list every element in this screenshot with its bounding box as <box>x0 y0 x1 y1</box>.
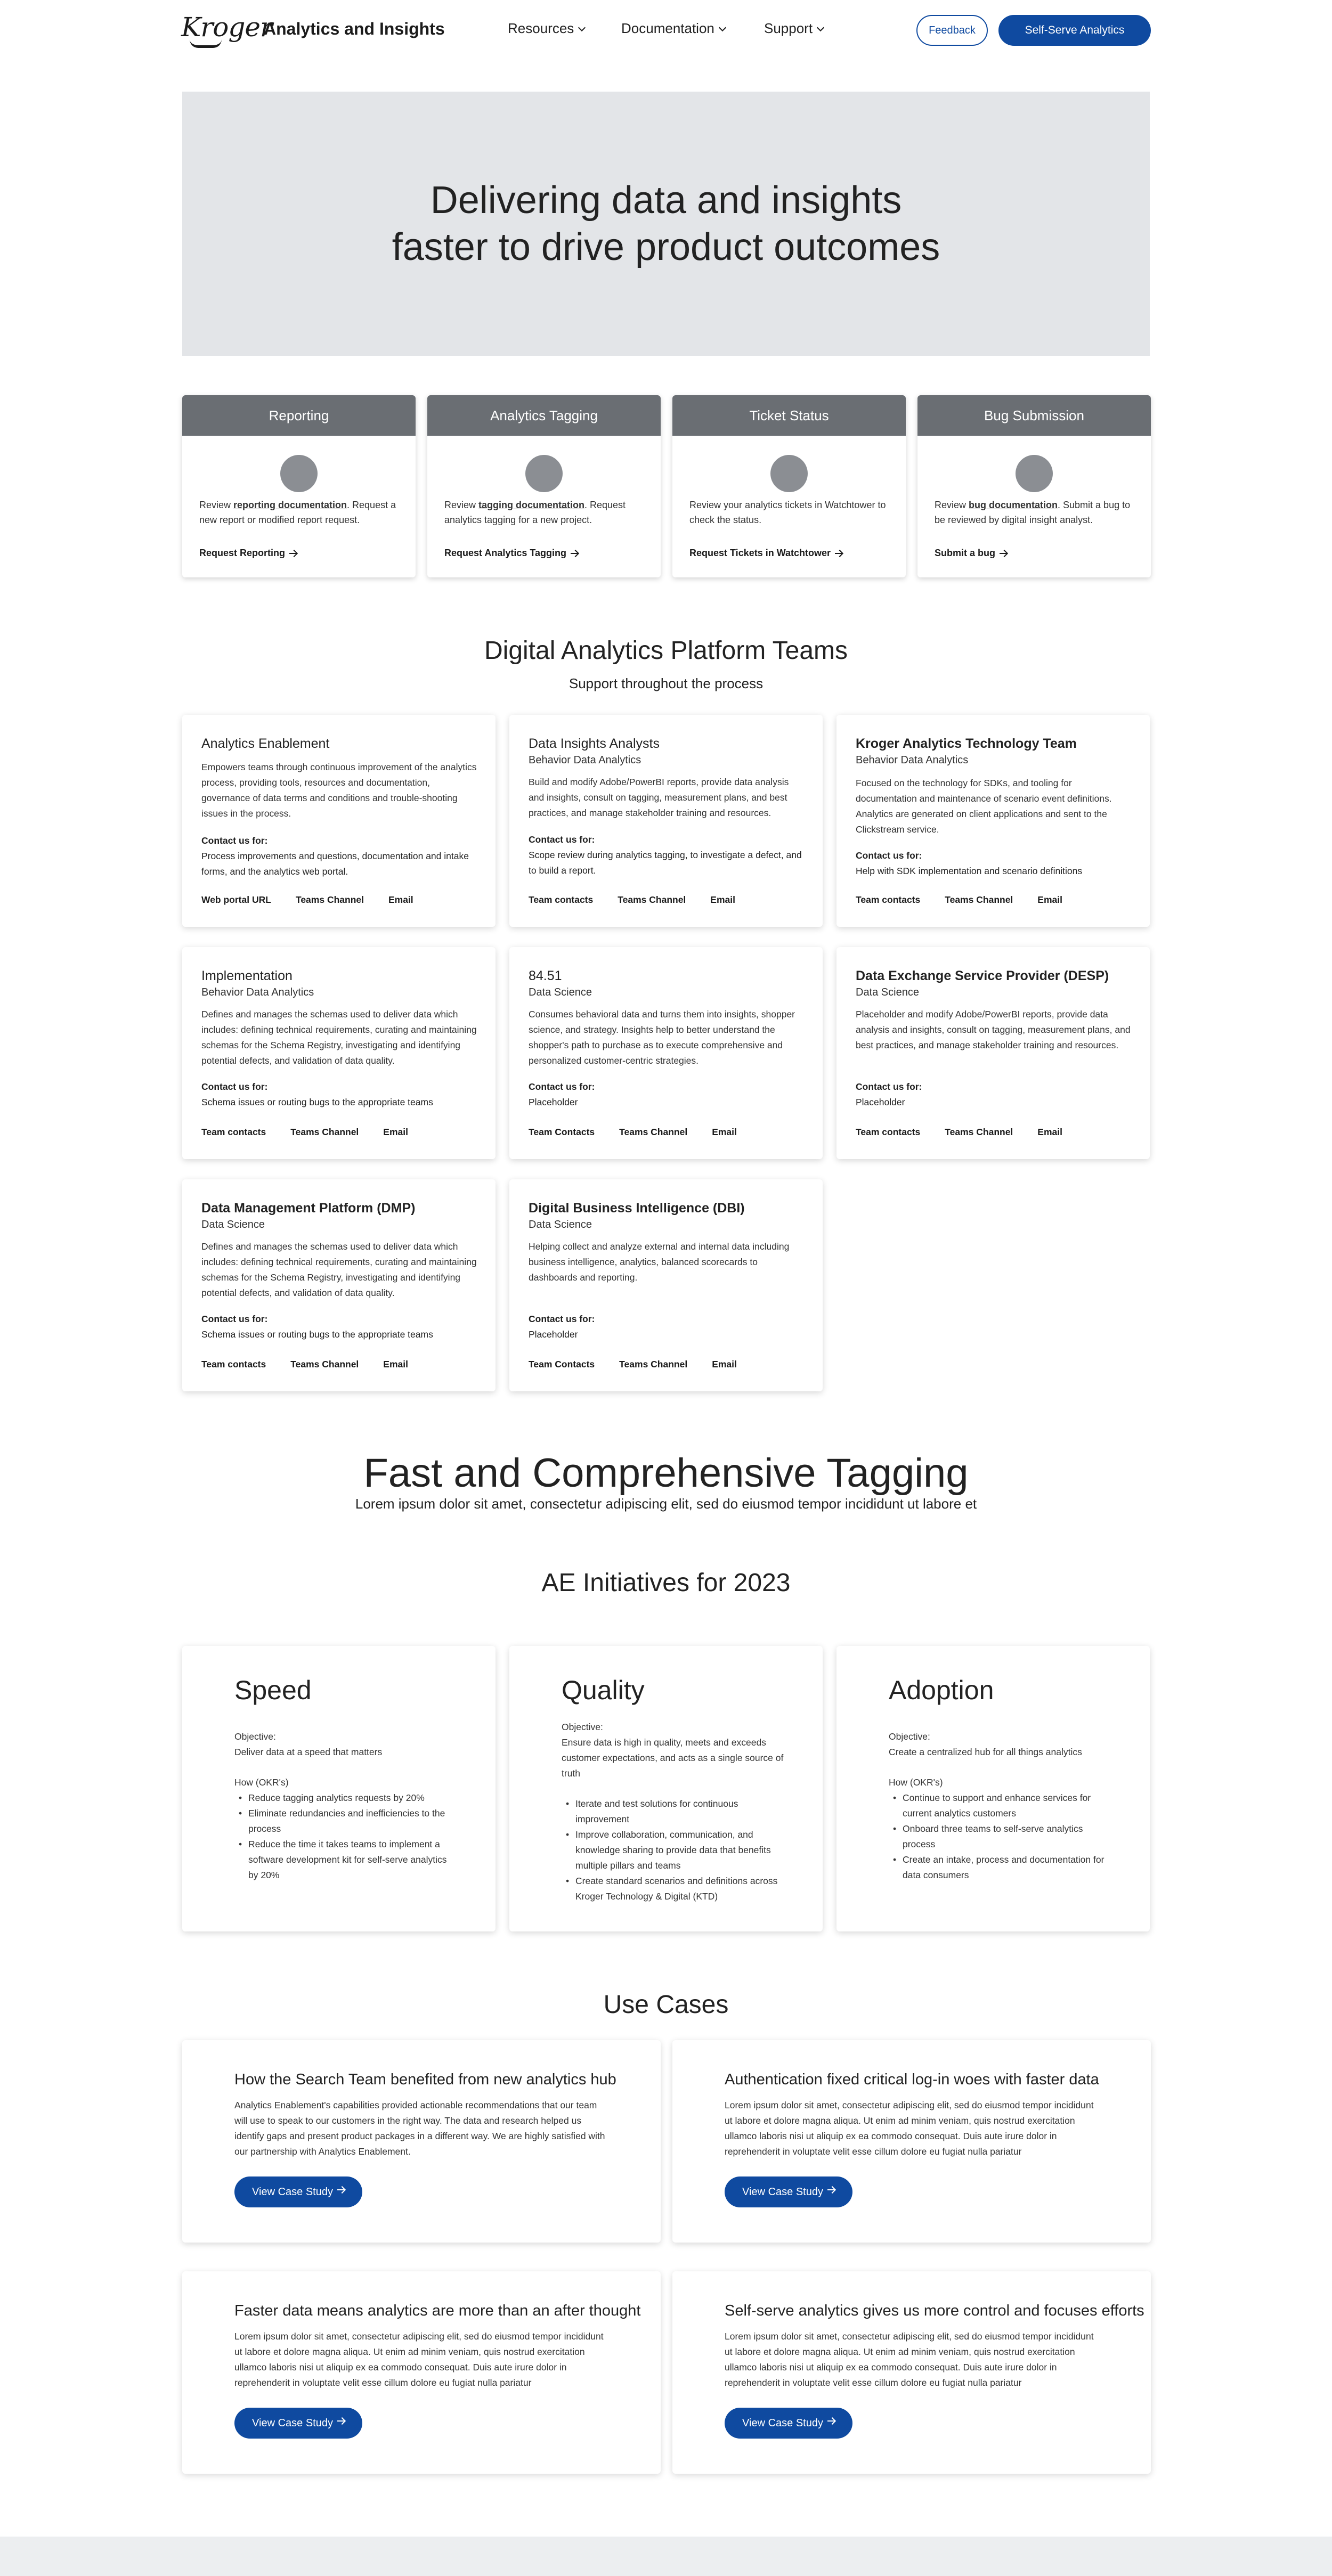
team-subtitle: Behavior Data Analytics <box>856 754 969 766</box>
team-contact: Contact us for: Schema issues or routing bugs to the appropriate teams <box>201 1081 433 1107</box>
team-links <box>529 1127 761 1138</box>
team-subtitle: Data Science <box>201 1219 265 1230</box>
initiative-body: Objective: Deliver data at a speed that matters How (OKR's) • Reduce tagging analytics requests by 20% • Eliminate redundancies and inefficiencies to the process • Reduce the time it takes teams to implement a software development kit for self-serve analytics by 20% <box>234 1729 458 1883</box>
team-title: Data Management Platform (DMP) <box>201 1201 416 1216</box>
use-case-card <box>672 2040 1151 2243</box>
use-case-card <box>182 2271 661 2474</box>
team-contact: Contact us for: Scope review during analytics tagging, to investigate a defect, and to build a report. <box>529 834 802 876</box>
bug-documentation-link[interactable]: bug documentation <box>969 500 1058 510</box>
card-header: Reporting <box>182 395 416 436</box>
nav-resources[interactable] <box>508 20 584 37</box>
email-link[interactable]: Email <box>383 1359 408 1369</box>
card-header: Analytics Tagging <box>427 395 661 436</box>
web-portal-link[interactable]: Web portal URL <box>201 894 271 905</box>
team-subtitle: Behavior Data Analytics <box>201 987 314 998</box>
team-links <box>529 1359 761 1370</box>
team-description: Helping collect and analyze external and internal data including business intelligence, analytics, balanced scorecards to dashboards and reporting. <box>529 1241 790 1283</box>
list-item: • Create standard scenarios and definitions across Kroger Technology & Digital (KTD) <box>562 1873 785 1904</box>
tagging-title: Fast and Comprehensive Tagging <box>363 1450 969 1496</box>
ticket-status-card <box>672 395 906 577</box>
team-description: Build and modify Adobe/PowerBI reports, provide data analysis and insights, consult on tagging, measurement plans, and best practices, and manage stakeholder training and resources. <box>529 777 789 818</box>
team-subtitle: Behavior Data Analytics <box>529 754 641 766</box>
email-link[interactable]: Email <box>712 1359 737 1369</box>
request-tickets-link[interactable]: Request Tickets in Watchtower <box>689 548 842 559</box>
team-contacts-link[interactable]: Team contacts <box>529 894 594 905</box>
hero-line-2: faster to drive product outcomes <box>392 226 940 268</box>
team-card-desp <box>836 947 1150 1159</box>
list-item: • Reduce the time it takes teams to implement a software development kit for self-serve analytics by 20% <box>234 1837 458 1883</box>
card-icon <box>525 455 563 492</box>
use-case-body: Lorem ipsum dolor sit amet, consectetur adipiscing elit, sed do eiusmod tempor incididunt ut labore et dolore magna aliqua. Ut enim ad minim veniam, quis nostrud exercitation ullamco laboris nisi ut aliquip ex ea commodo consequat. Duis aute irure dolor in reprehenderit in voluptate velit esse cillum dolore eu fugiat nulla pariatur <box>234 2331 604 2388</box>
teams-channel-link[interactable]: Teams Channel <box>619 1359 688 1369</box>
team-links <box>201 1127 433 1138</box>
card-icon <box>280 455 318 492</box>
use-case-title: Authentication fixed critical log-in woes with faster data <box>725 2071 1099 2088</box>
team-contact: Contact us for: Placeholder <box>529 1081 595 1107</box>
email-link[interactable]: Email <box>383 1127 408 1137</box>
team-card-implementation <box>182 947 496 1159</box>
list-item: • Eliminate redundancies and inefficiencies to the process <box>234 1806 458 1837</box>
hero-line-1: Delivering data and insights <box>430 179 902 222</box>
email-link[interactable]: Email <box>1037 894 1062 905</box>
use-case-title: Self-serve analytics gives us more control and focuses efforts <box>725 2302 1144 2319</box>
card-icon <box>770 455 808 492</box>
site-title: Analytics and Insights <box>264 19 445 38</box>
logo-text: Kroger <box>181 12 272 43</box>
initiative-card-quality <box>509 1646 823 1931</box>
arrow-right-icon <box>1000 553 1007 554</box>
kroger-logo[interactable] <box>181 12 272 43</box>
submit-bug-link[interactable]: Submit a bug <box>935 548 1007 559</box>
team-description: Defines and manages the schemas used to deliver data which includes: defining technical requirements, curating and maintaining schemas for the Schema Registry, investigating and identifying potential defects, and validation of data quality. <box>201 1009 477 1066</box>
self-serve-analytics-button[interactable]: Self-Serve Analytics <box>998 15 1151 46</box>
hero-banner <box>182 92 1150 356</box>
teams-channel-link[interactable]: Teams Channel <box>618 894 686 905</box>
initiative-title: Quality <box>562 1675 645 1705</box>
chevron-down-icon <box>578 24 586 31</box>
arrow-right-icon <box>337 2420 345 2422</box>
card-description: Review your analytics tickets in Watchtower to check the status. <box>689 500 886 525</box>
list-item: • Onboard three teams to self-serve analytics process <box>889 1821 1112 1852</box>
okr-list <box>889 1790 1112 1883</box>
list-item: • Create an intake, process and documentation for data consumers <box>889 1852 1112 1883</box>
nav-support[interactable] <box>764 20 823 37</box>
site-header <box>0 0 1332 61</box>
list-item: • Continue to support and enhance services for current analytics customers <box>889 1790 1112 1821</box>
view-case-study-button[interactable]: View Case Study <box>725 2176 852 2207</box>
footer <box>0 2537 1332 2576</box>
teams-section-title: Digital Analytics Platform Teams <box>484 637 848 665</box>
use-case-title: How the Search Team benefited from new analytics hub <box>234 2071 616 2088</box>
analytics-tagging-card <box>427 395 661 577</box>
email-link[interactable]: Email <box>712 1127 737 1137</box>
team-card-analytics-enablement <box>182 715 496 927</box>
tagging-documentation-link[interactable]: tagging documentation <box>478 500 585 510</box>
use-case-title: Faster data means analytics are more than an after thought <box>234 2302 641 2319</box>
use-case-body: Analytics Enablement's capabilities provided actionable recommendations that our team will use to speak to our customers in the right way. The data and research helped us identify gaps and present product packages in a different way. We are highly satisfied with our partnership with Analytics Enablement. <box>234 2100 605 2157</box>
email-link[interactable]: Email <box>388 894 413 905</box>
hero-heading <box>392 177 940 271</box>
team-title: Kroger Analytics Technology Team <box>856 736 1077 751</box>
team-contact: Contact us for: Process improvements and questions, documentation and intake forms, and the analytics web portal. <box>201 835 469 877</box>
card-header: Ticket Status <box>672 395 906 436</box>
arrow-right-icon <box>827 2420 835 2422</box>
team-title: Digital Business Intelligence (DBI) <box>529 1201 745 1216</box>
feedback-button[interactable]: Feedback <box>916 15 988 46</box>
reporting-card <box>182 395 416 577</box>
team-contacts-link[interactable]: Team contacts <box>201 1127 266 1137</box>
list-item: • Iterate and test solutions for continuous improvement <box>562 1796 785 1827</box>
team-title: Implementation <box>201 968 293 983</box>
use-case-card <box>182 2040 661 2243</box>
team-contacts-link[interactable]: Team Contacts <box>529 1127 595 1137</box>
arrow-right-icon <box>289 553 297 554</box>
teams-channel-link[interactable]: Teams Channel <box>945 894 1013 905</box>
team-contact: Contact us for: Schema issues or routing bugs to the appropriate teams <box>201 1314 433 1340</box>
team-links <box>856 1127 1087 1138</box>
team-title: Data Exchange Service Provider (DESP) <box>856 968 1109 983</box>
initiative-card-speed <box>182 1646 496 1931</box>
card-description: Review reporting documentation. Request a new report or modified report request. <box>199 500 396 525</box>
initiative-title: Speed <box>234 1675 312 1705</box>
team-title: Data Insights Analysts <box>529 736 660 751</box>
initiative-body: Objective: Ensure data is high in quality, meets and exceeds customer expectations, and acts as a single source of truth • Iterate and test solutions for continuous improvement • Improve collaboration, communication, and knowledge sharing to provide data that benefits multiple pillars and teams • Create standard scenarios and definitions across Kroger Technology & Digital (KTD) <box>562 1719 785 1904</box>
team-subtitle: Data Science <box>856 987 919 998</box>
team-card-kroger-analytics-technology <box>836 715 1150 927</box>
email-link[interactable]: Email <box>1037 1127 1062 1137</box>
team-contact: Contact us for: Placeholder <box>856 1081 922 1107</box>
email-link[interactable]: Email <box>710 894 735 905</box>
team-description: Consumes behavioral data and turns them into insights, shopper science, and strategy. Insights help to better understand the shopper's path to purchase as to execute comprehensive and personalized customer-centric strategies. <box>529 1009 795 1066</box>
teams-channel-link[interactable]: Teams Channel <box>295 894 364 905</box>
chevron-down-icon <box>719 24 726 31</box>
teams-channel-link[interactable]: Teams Channel <box>945 1127 1013 1137</box>
view-case-study-button[interactable]: View Case Study <box>234 2408 362 2439</box>
team-contact: Contact us for: Placeholder <box>529 1314 595 1340</box>
arrow-right-icon <box>571 553 578 554</box>
team-title: 84.51 <box>529 968 562 983</box>
use-cases-title: Use Cases <box>603 1991 729 2019</box>
initiative-card-adoption <box>836 1646 1150 1931</box>
initiative-title: Adoption <box>889 1675 994 1705</box>
team-contacts-link[interactable]: Team contacts <box>201 1359 266 1369</box>
team-contacts-link[interactable]: Team contacts <box>856 1127 921 1137</box>
team-title: Analytics Enablement <box>201 736 330 751</box>
use-case-body: Lorem ipsum dolor sit amet, consectetur adipiscing elit, sed do eiusmod tempor incididunt ut labore et dolore magna aliqua. Ut enim ad minim veniam, quis nostrud exercitation ullamco laboris nisi ut aliquip ex ea commodo consequat. Duis aute irure dolor in reprehenderit in voluptate velit esse cillum dolore eu fugiat nulla pariatur <box>725 2331 1094 2388</box>
nav-label: Resources <box>508 20 574 36</box>
list-item: • Reduce tagging analytics requests by 20% <box>234 1790 458 1806</box>
list-item: • Improve collaboration, communication, and knowledge sharing to provide data that benefits multiple pillars and teams <box>562 1827 785 1873</box>
card-icon <box>1016 455 1053 492</box>
use-case-body: Lorem ipsum dolor sit amet, consectetur adipiscing elit, sed do eiusmod tempor incididunt ut labore et dolore magna aliqua. Ut enim ad minim veniam, quis nostrud exercitation ullamco laboris nisi ut aliquip ex ea commodo consequat. Duis aute irure dolor in reprehenderit in voluptate velit esse cillum dolore eu fugiat nulla pariatur <box>725 2100 1094 2157</box>
team-links <box>201 894 438 906</box>
chevron-down-icon <box>817 24 824 31</box>
card-description: Review tagging documentation. Request analytics tagging for a new project. <box>444 500 626 525</box>
team-contact: Contact us for: Help with SDK implementation and scenario definitions <box>856 850 1083 876</box>
teams-channel-link[interactable]: Teams Channel <box>290 1359 359 1369</box>
initiatives-title: AE Initiatives for 2023 <box>541 1569 791 1597</box>
reporting-documentation-link[interactable]: reporting documentation <box>233 500 347 510</box>
nav-label: Support <box>764 20 813 36</box>
view-case-study-button[interactable]: View Case Study <box>725 2408 852 2439</box>
teams-channel-link[interactable]: Teams Channel <box>619 1127 688 1137</box>
okr-list <box>234 1790 458 1883</box>
use-case-card <box>672 2271 1151 2474</box>
view-case-study-button[interactable]: View Case Study <box>234 2176 362 2207</box>
team-contacts-link[interactable]: Team Contacts <box>529 1359 595 1369</box>
team-links <box>856 894 1087 906</box>
nav-documentation[interactable] <box>621 20 725 37</box>
bug-submission-card <box>917 395 1151 577</box>
teams-section-subtitle: Support throughout the process <box>568 675 764 691</box>
team-links <box>529 894 760 906</box>
arrow-right-icon <box>337 2189 345 2190</box>
arrow-right-icon <box>835 553 842 554</box>
initiative-body: Objective: Create a centralized hub for all things analytics How (OKR's) • Continue to support and enhance services for current analytics customers • Onboard three teams to self-serve analytics process • Create an intake, process and documentation for data consumers <box>889 1729 1112 1883</box>
team-card-84-51 <box>509 947 823 1159</box>
request-analytics-tagging-link[interactable]: Request Analytics Tagging <box>444 548 578 559</box>
arrow-right-icon <box>827 2189 835 2190</box>
nav-label: Documentation <box>621 20 714 36</box>
team-subtitle: Data Science <box>529 1219 592 1230</box>
team-description: Placeholder and modify Adobe/PowerBI reports, provide data analysis and insights, consult on tagging, measurement plans, and best practices, and manage stakeholder training and resources. <box>856 1009 1131 1050</box>
request-reporting-link[interactable]: Request Reporting <box>199 548 297 559</box>
team-contacts-link[interactable]: Team contacts <box>856 894 921 905</box>
team-description: Defines and manages the schemas used to deliver data which includes: defining technical requirements, curating and maintaining schemas for the Schema Registry, investigating and identifying potential defects, and validation of data quality. <box>201 1241 477 1298</box>
team-card-data-insights-analysts <box>509 715 823 927</box>
teams-channel-link[interactable]: Teams Channel <box>290 1127 359 1137</box>
card-header: Bug Submission <box>917 395 1151 436</box>
tagging-subtitle: Lorem ipsum dolor sit amet, consectetur adipiscing elit, sed do eiusmod tempor incididunt ut labore et <box>355 1496 977 1512</box>
team-card-dmp <box>182 1179 496 1391</box>
team-description: Empowers teams through continuous improvement of the analytics process, providing tools, resources and documentation, governance of data terms and conditions and trouble-shooting issues in the process. <box>201 762 477 819</box>
okr-list <box>562 1796 785 1904</box>
team-links <box>201 1359 433 1370</box>
team-description: Focused on the technology for SDKs, and tooling for documentation and maintenance of scenario event definitions. Analytics are generated on client applications and sent to the Clickstream service. <box>856 778 1112 835</box>
team-subtitle: Data Science <box>529 987 592 998</box>
team-card-dbi <box>509 1179 823 1391</box>
card-description: Review bug documentation. Submit a bug to be reviewed by digital insight analyst. <box>935 500 1131 525</box>
